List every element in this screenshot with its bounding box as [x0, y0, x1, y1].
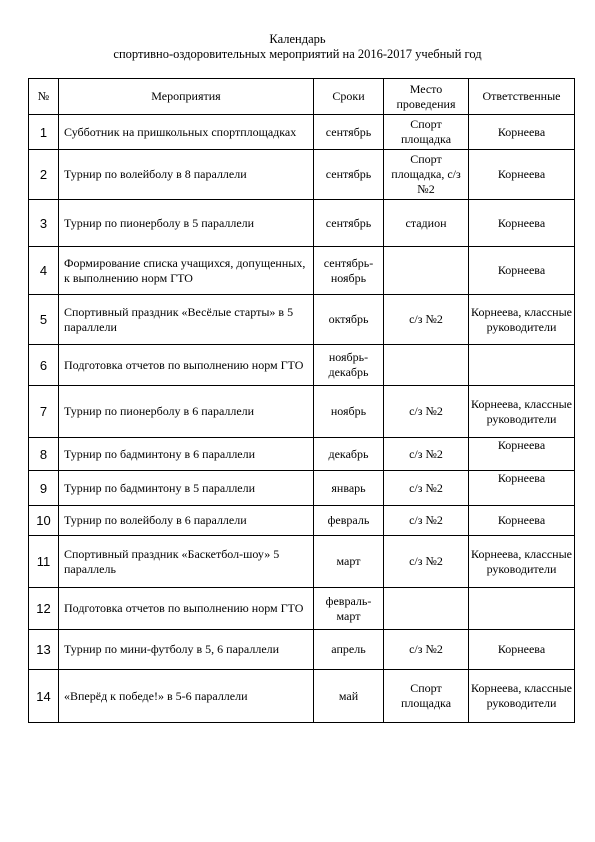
table-row	[29, 471, 575, 506]
header-num: №	[29, 79, 59, 115]
header-event: Мероприятия	[59, 79, 314, 115]
row-event: Подготовка отчетов по выполнению норм ГТО	[59, 588, 314, 630]
table-row	[29, 150, 575, 200]
table-header-row	[29, 79, 575, 115]
document-title: Календарь	[269, 32, 326, 46]
row-dates: сентябрь	[314, 150, 384, 200]
table-row	[29, 630, 575, 670]
row-dates: сентябрь-ноябрь	[314, 247, 384, 295]
row-event: Турнир по волейболу в 8 параллели	[59, 150, 314, 200]
row-responsible: Корнеева	[469, 200, 575, 247]
row-dates: октябрь	[314, 295, 384, 345]
row-place: с/з №2	[384, 438, 469, 471]
row-place	[384, 247, 469, 295]
row-dates: декабрь	[314, 438, 384, 471]
row-num: 12	[29, 588, 59, 630]
table-row	[29, 345, 575, 386]
row-num: 3	[29, 200, 59, 247]
row-event: Субботник на пришкольных спортплощадках	[59, 115, 314, 150]
row-num: 14	[29, 670, 59, 723]
row-num: 8	[29, 438, 59, 471]
row-dates: сентябрь	[314, 200, 384, 247]
row-place: Спорт площадка, с/з №2	[384, 150, 469, 200]
row-event: Турнир по мини-футболу в 5, 6 параллели	[59, 630, 314, 670]
row-num: 11	[29, 536, 59, 588]
row-dates: март	[314, 536, 384, 588]
row-event: Турнир по пионерболу в 6 параллели	[59, 386, 314, 438]
row-dates: январь	[314, 471, 384, 506]
row-responsible: Корнеева, классные руководители	[469, 386, 575, 438]
row-responsible: Корнеева, классные руководители	[469, 536, 575, 588]
row-place: стадион	[384, 200, 469, 247]
row-place: Спорт площадка	[384, 670, 469, 723]
row-event: Турнир по пионерболу в 5 параллели	[59, 200, 314, 247]
row-dates: ноябрь-декабрь	[314, 345, 384, 386]
row-num: 10	[29, 506, 59, 536]
table-row	[29, 670, 575, 723]
row-event: Формирование списка учащихся, допущенных, к выполнению норм ГТО	[59, 247, 314, 295]
row-dates: ноябрь	[314, 386, 384, 438]
table-row	[29, 438, 575, 471]
row-place	[384, 345, 469, 386]
row-responsible: Корнеева	[469, 115, 575, 150]
row-event: Подготовка отчетов по выполнению норм ГТО	[59, 345, 314, 386]
row-responsible	[469, 345, 575, 386]
table-row	[29, 200, 575, 247]
row-dates: апрель	[314, 630, 384, 670]
table-row	[29, 536, 575, 588]
row-num: 1	[29, 115, 59, 150]
row-place: с/з №2	[384, 295, 469, 345]
table-row	[29, 115, 575, 150]
row-num: 6	[29, 345, 59, 386]
row-dates: май	[314, 670, 384, 723]
table-row	[29, 386, 575, 438]
header-dates: Сроки	[314, 79, 384, 115]
table-row	[29, 247, 575, 295]
row-event: Турнир по бадминтону в 5 параллели	[59, 471, 314, 506]
table-row	[29, 588, 575, 630]
row-responsible: Корнеева	[469, 438, 575, 471]
row-responsible: Корнеева, классные руководители	[469, 295, 575, 345]
row-num: 7	[29, 386, 59, 438]
row-place: с/з №2	[384, 386, 469, 438]
table-row	[29, 506, 575, 536]
row-place: с/з №2	[384, 536, 469, 588]
row-place: с/з №2	[384, 630, 469, 670]
header-place: Место проведения	[384, 79, 469, 115]
row-responsible: Корнеева	[469, 506, 575, 536]
row-place: Спорт площадка	[384, 115, 469, 150]
row-num: 2	[29, 150, 59, 200]
row-event: Спортивный праздник «Весёлые старты» в 5 параллели	[59, 295, 314, 345]
row-event: Турнир по волейболу в 6 параллели	[59, 506, 314, 536]
row-event: «Вперёд к победе!» в 5-6 параллели	[59, 670, 314, 723]
document-subtitle: спортивно-оздоровительных мероприятий на 2016-2017 учебный год	[113, 47, 482, 61]
row-num: 13	[29, 630, 59, 670]
row-num: 4	[29, 247, 59, 295]
row-dates: февраль-март	[314, 588, 384, 630]
row-responsible: Корнеева, классные руководители	[469, 670, 575, 723]
row-event: Турнир по бадминтону в 6 параллели	[59, 438, 314, 471]
row-num: 9	[29, 471, 59, 506]
header-responsible: Ответственные	[469, 79, 575, 115]
row-dates: сентябрь	[314, 115, 384, 150]
row-num: 5	[29, 295, 59, 345]
row-event: Спортивный праздник «Баскетбол-шоу» 5 параллель	[59, 536, 314, 588]
row-responsible	[469, 588, 575, 630]
row-responsible: Корнеева	[469, 150, 575, 200]
row-place: с/з №2	[384, 471, 469, 506]
events-table	[28, 78, 575, 723]
row-place: с/з №2	[384, 506, 469, 536]
row-responsible: Корнеева	[469, 247, 575, 295]
row-responsible: Корнеева	[469, 630, 575, 670]
row-dates: февраль	[314, 506, 384, 536]
row-responsible: Корнеева	[469, 471, 575, 506]
row-place	[384, 588, 469, 630]
table-row	[29, 295, 575, 345]
